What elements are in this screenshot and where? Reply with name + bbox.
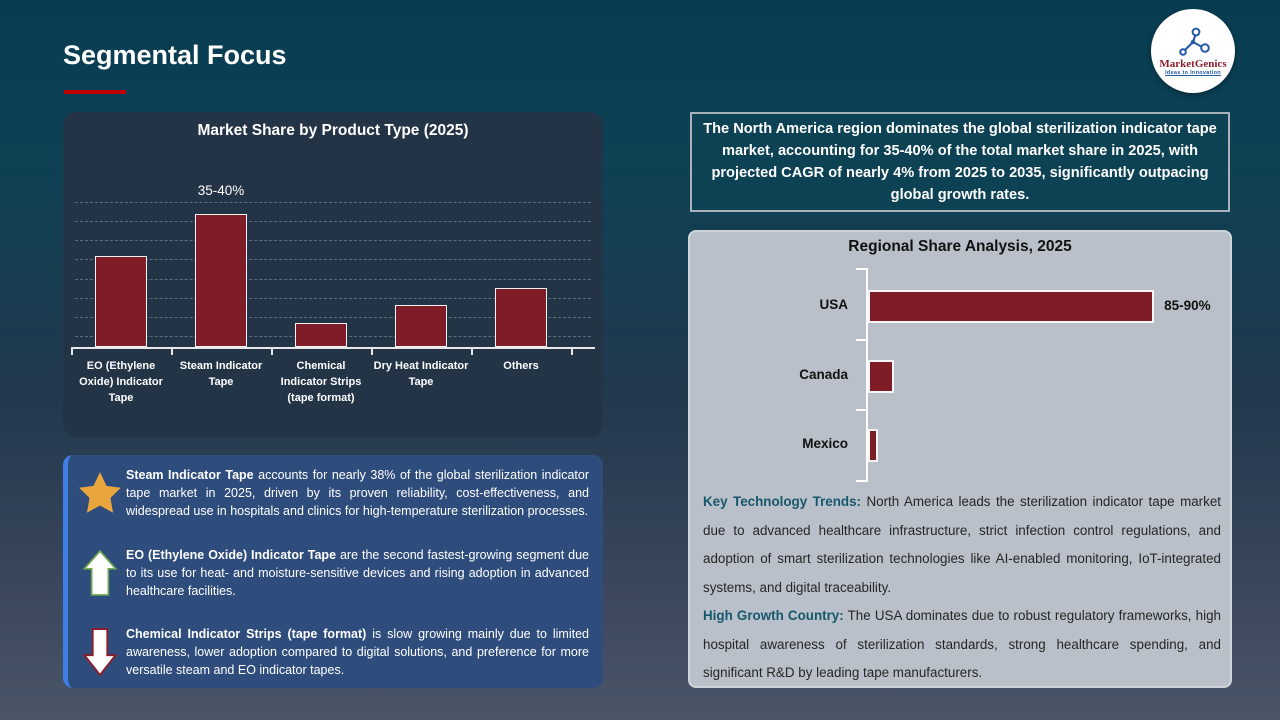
north-america-headline-text: The North America region dominates the global sterilization indicator tape market, accounting for 35-40% of the total market share in 2025, with projected CAGR of nearly 4% from 2025 to 2035, significantly outpacing global growth rates. xyxy=(703,121,1217,203)
regional-analysis-panel xyxy=(688,230,1232,688)
marketgenics-logo xyxy=(1151,9,1235,93)
category-label-others: Others xyxy=(503,360,539,372)
regional-analysis-text xyxy=(703,488,1221,688)
product-chart-category-labels xyxy=(71,359,571,407)
page-title: Segmental Focus xyxy=(63,40,287,70)
region-label-canada: Canada xyxy=(799,367,848,382)
gridline xyxy=(75,259,591,260)
gridline xyxy=(75,240,591,241)
x-axis-tick xyxy=(271,349,273,355)
insight-text-chemical: Chemical Indicator Strips (tape format) is slow growing mainly due to limited awareness, lower adoption compared to digital solutions, and preference for more versatile steam and EO indicator tapes. xyxy=(126,627,589,677)
bar-2 xyxy=(295,323,347,348)
north-america-headline-box xyxy=(690,112,1230,212)
gridline xyxy=(75,202,591,203)
y-axis-tick xyxy=(856,339,866,341)
title-underline xyxy=(64,90,126,94)
product-chart-title: Market Share by Product Type (2025) xyxy=(197,122,469,139)
up-arrow-icon xyxy=(74,550,126,596)
bar-4 xyxy=(495,288,547,348)
category-label-eo: EO (Ethylene Oxide) Indicator Tape xyxy=(79,360,163,404)
gridline xyxy=(75,221,591,222)
insight-row-steam xyxy=(74,466,589,520)
segment-insights-box xyxy=(63,455,603,688)
region-label-mexico: Mexico xyxy=(802,436,848,451)
bar-value-label: 35-40% xyxy=(197,183,245,198)
category-label-chemical: Chemical Indicator Strips (tape format) xyxy=(280,360,362,404)
x-axis-tick xyxy=(171,349,173,355)
x-axis-tick xyxy=(371,349,373,355)
bar-3 xyxy=(395,305,447,347)
insight-row-chemical xyxy=(74,625,589,679)
logo-tagline-text: Ideas to Innovation xyxy=(1165,69,1221,76)
region-label-usa: USA xyxy=(819,297,848,312)
x-axis-tick xyxy=(571,349,573,355)
product-chart-x-axis xyxy=(71,347,595,349)
high-growth-country-paragraph: High Growth Country: The USA dominates due to robust regulatory frameworks, high hospital awareness of sterilization standards, strong healthcare spending, and significant R&D by leading tape manufacturers. xyxy=(703,608,1221,680)
key-technology-trends-paragraph: Key Technology Trends: North America leads the sterilization indicator tape market due to advanced healthcare infrastructure, strict infection control regulations, and adoption of smart sterilization technologies like AI-enabled monitoring, IoT-integrated systems, and digital traceability. xyxy=(703,494,1221,595)
bar-1 xyxy=(195,214,247,347)
category-label-steam: Steam Indicator Tape xyxy=(179,360,263,388)
product-share-chart-panel xyxy=(63,112,603,437)
regional-chart-title: Regional Share Analysis, 2025 xyxy=(848,238,1072,255)
insight-text-steam: Steam Indicator Tape accounts for nearly 38% of the global sterilization indicator tape market in 2025, driven by its proven reliability, cost-effectiveness, and widespread use in hospitals and clinics for high-temperature sterilization processes. xyxy=(126,468,589,518)
network-molecule-icon xyxy=(1175,27,1211,57)
y-axis-tick xyxy=(856,480,866,482)
logo-brand-text: MarketGenics xyxy=(1159,57,1227,70)
region-bar-usa xyxy=(868,290,1154,323)
insight-row-eo xyxy=(74,546,589,600)
insight-text-eo: EO (Ethylene Oxide) Indicator Tape are the second fastest-growing segment due to its use for heat- and moisture-sensitive devices and rising adoption in advanced healthcare facilities. xyxy=(126,547,589,598)
x-axis-tick xyxy=(471,349,473,355)
gridline xyxy=(75,279,591,280)
product-chart-plot xyxy=(71,172,595,347)
y-axis-tick xyxy=(856,409,866,411)
down-arrow-icon xyxy=(74,628,126,676)
x-axis-tick xyxy=(71,349,73,355)
star-icon xyxy=(74,472,126,514)
bar-0 xyxy=(95,256,147,347)
category-label-dryheat: Dry Heat Indicator Tape xyxy=(373,360,469,388)
y-axis-tick xyxy=(856,268,866,270)
region-bar-canada xyxy=(868,360,894,393)
region-bar-mexico xyxy=(868,429,878,462)
region-bar-value-label: 85-90% xyxy=(1164,298,1211,313)
